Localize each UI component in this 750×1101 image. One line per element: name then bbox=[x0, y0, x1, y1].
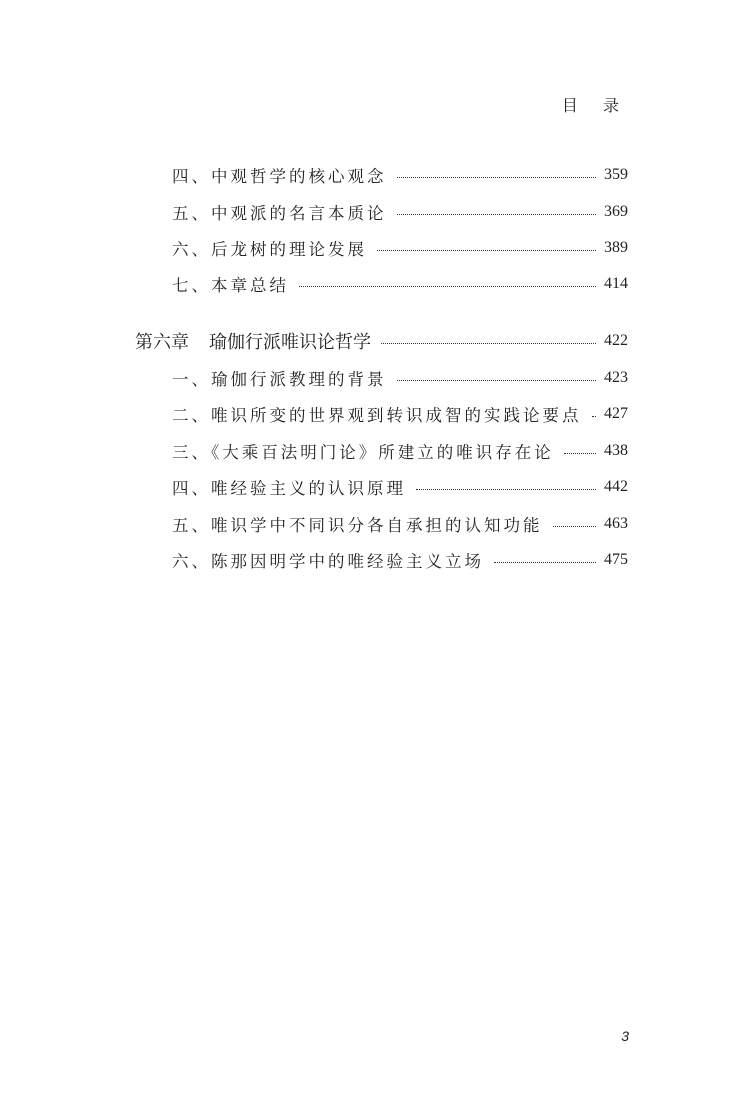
dot-leader bbox=[381, 342, 596, 344]
toc-entry-page: 427 bbox=[604, 405, 628, 422]
toc-entry-page: 475 bbox=[604, 551, 628, 568]
toc-entry-title: 六、后龙树的理论发展 bbox=[172, 240, 367, 259]
dot-leader bbox=[397, 379, 597, 381]
dot-leader bbox=[494, 561, 596, 563]
toc-entry[interactable] bbox=[172, 511, 628, 537]
chapter-title: 瑜伽行派唯识论哲学 bbox=[209, 332, 371, 353]
toc-entry[interactable] bbox=[172, 365, 628, 391]
dot-leader bbox=[397, 176, 597, 178]
toc-entry-title: 四、唯经验主义的认识原理 bbox=[172, 479, 406, 498]
dot-leader bbox=[299, 285, 596, 287]
toc-entry[interactable] bbox=[172, 199, 628, 225]
toc-entry[interactable] bbox=[172, 438, 628, 464]
toc-entry-page: 423 bbox=[604, 369, 628, 386]
toc-entry-title: 三、《大乘百法明门论》所建立的唯识存在论 bbox=[172, 443, 554, 462]
toc-chapter-entry[interactable] bbox=[135, 328, 628, 354]
dot-leader bbox=[553, 525, 597, 527]
toc-entry-page: 389 bbox=[604, 239, 628, 256]
toc-entry-title: 五、中观派的名言本质论 bbox=[172, 204, 387, 223]
toc-entry-page: 463 bbox=[604, 515, 628, 532]
running-head: 目 录 bbox=[561, 96, 629, 115]
toc-entry-page: 442 bbox=[604, 478, 628, 495]
toc-entry[interactable] bbox=[172, 401, 628, 427]
toc-entry-page: 359 bbox=[604, 166, 628, 183]
toc-entry-title: 四、中观哲学的核心观念 bbox=[172, 167, 387, 186]
dot-leader bbox=[377, 249, 596, 251]
toc-entry-page: 438 bbox=[604, 442, 628, 459]
toc-entry-title: 五、唯识学中不同识分各自承担的认知功能 bbox=[172, 516, 543, 535]
page-number: 3 bbox=[621, 1028, 629, 1044]
dot-leader bbox=[416, 488, 596, 490]
dot-leader bbox=[592, 415, 597, 417]
toc-entry-title: 二、唯识所变的世界观到转识成智的实践论要点 bbox=[172, 406, 582, 425]
toc-entry-title: 七、本章总结 bbox=[172, 276, 289, 295]
dot-leader bbox=[564, 452, 596, 454]
toc-entry-page: 369 bbox=[604, 203, 628, 220]
toc-entry-title: 六、陈那因明学中的唯经验主义立场 bbox=[172, 552, 484, 571]
toc-entry[interactable] bbox=[172, 474, 628, 500]
toc-entry-title: 一、瑜伽行派教理的背景 bbox=[172, 370, 387, 389]
chapter-page: 422 bbox=[604, 332, 628, 349]
toc-entry[interactable] bbox=[172, 547, 628, 573]
toc-entry[interactable] bbox=[172, 162, 628, 188]
chapter-number: 第六章 bbox=[135, 332, 189, 353]
dot-leader bbox=[397, 213, 597, 215]
toc-entry-page: 414 bbox=[604, 275, 628, 292]
toc-entry[interactable] bbox=[172, 235, 628, 261]
toc-entry[interactable] bbox=[172, 271, 628, 297]
